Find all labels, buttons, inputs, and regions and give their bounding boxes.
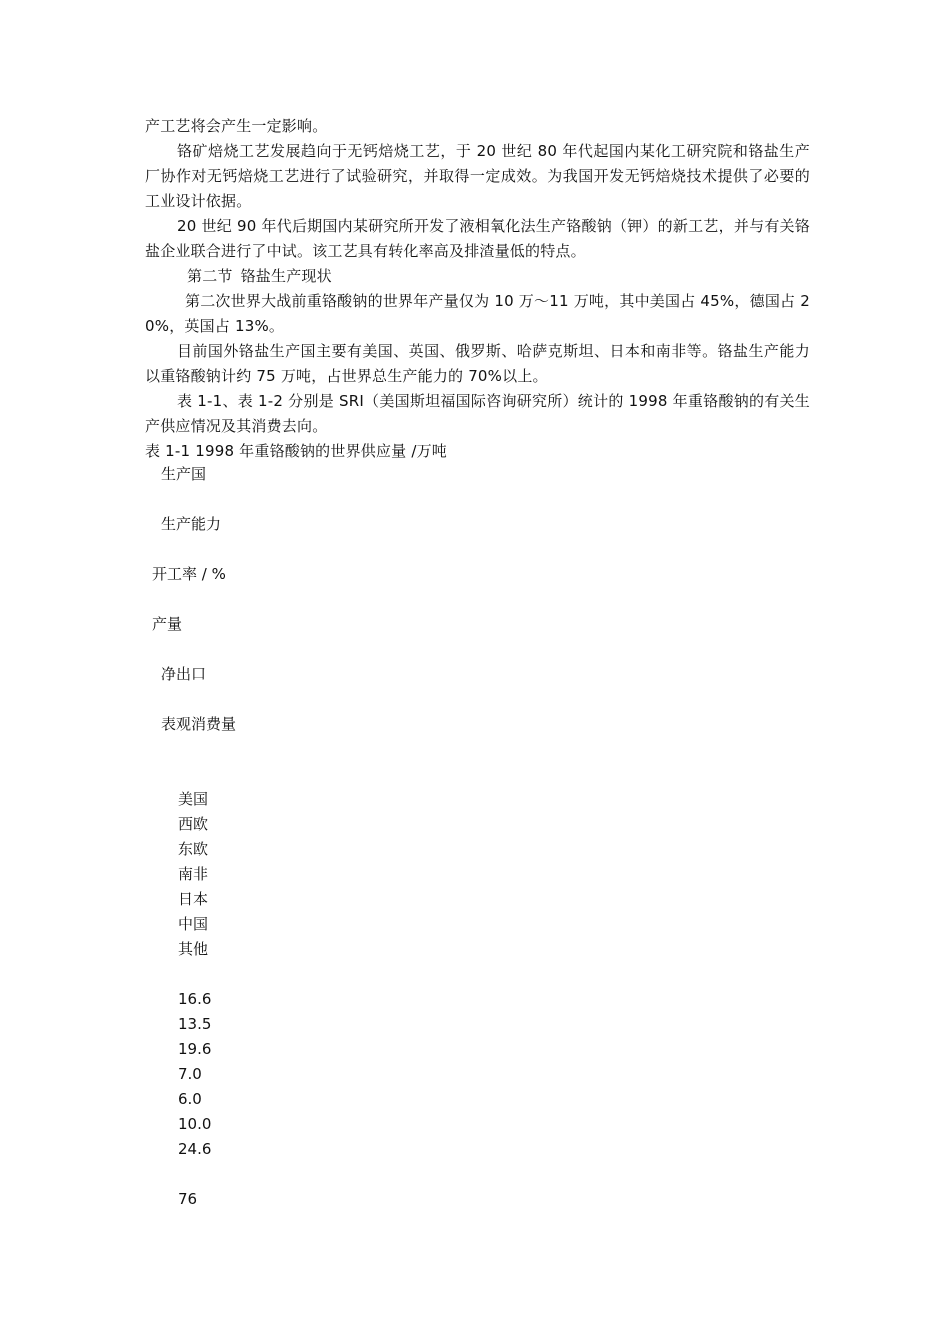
paragraph-table-intro: 表 1-1、表 1-2 分别是 SRI（美国斯坦福国际咨询研究所）统计的 1998 年重铬酸钠的有关生产供应情况及其消费去向。 xyxy=(145,392,810,435)
table-column-utilization xyxy=(178,1187,197,1212)
paragraph-prewar-output: 第二次世界大战前重铬酸钠的世界年产量仅为 10 万～11 万吨，其中美国占 45%，德国占 20%，英国占 13%。 xyxy=(145,292,810,335)
table-cell-capacity: 7.0 xyxy=(178,1065,202,1083)
table-header-net-export: 净出口 xyxy=(161,665,207,683)
table-cell-capacity: 10.0 xyxy=(178,1115,212,1133)
table-cell-country: 中国 xyxy=(178,915,209,933)
table-cell-country: 日本 xyxy=(178,890,209,908)
paragraph-continuation: 产工艺将会产生一定影响。 xyxy=(145,117,328,135)
table-cell-country: 东欧 xyxy=(178,840,209,858)
table-column-countries xyxy=(178,787,208,962)
section-number: 第二节 xyxy=(187,267,233,285)
document-body xyxy=(145,114,810,464)
paragraph-producers: 目前国外铬盐生产国主要有美国、英国、俄罗斯、哈萨克斯坦、日本和南非等。铬盐生产能力以重铬酸钠计约 75 万吨，占世界总生产能力的 70%以上。 xyxy=(145,342,810,385)
section-heading xyxy=(145,264,810,289)
table-cell-capacity: 24.6 xyxy=(178,1140,212,1158)
table-cell-capacity: 19.6 xyxy=(178,1040,212,1058)
table-header-country: 生产国 xyxy=(161,465,207,483)
table-cell-capacity: 13.5 xyxy=(178,1015,212,1033)
table-header-capacity: 生产能力 xyxy=(161,515,222,533)
table-header-output: 产量 xyxy=(152,615,183,633)
section-title: 铬盐生产现状 xyxy=(240,267,332,285)
table-caption: 表 1-1 1998 年重铬酸钠的世界供应量 /万吨 xyxy=(145,442,448,460)
table-cell-utilization: 76 xyxy=(178,1190,198,1208)
table-header-utilization: 开工率 / % xyxy=(152,565,226,583)
table-cell-country: 美国 xyxy=(178,790,209,808)
table-column-capacity xyxy=(178,987,211,1162)
table-cell-country: 西欧 xyxy=(178,815,209,833)
table-cell-capacity: 6.0 xyxy=(178,1090,202,1108)
table-cell-country: 南非 xyxy=(178,865,209,883)
table-cell-capacity: 16.6 xyxy=(178,990,212,1008)
table-cell-country: 其他 xyxy=(178,940,209,958)
paragraph-liquid-oxidation: 20 世纪 90 年代后期国内某研究所开发了液相氧化法生产铬酸钠（钾）的新工艺，并与有关铬盐企业联合进行了中试。该工艺具有转化率高及排渣量低的特点。 xyxy=(145,217,810,260)
table-header-consumption: 表观消费量 xyxy=(161,715,237,733)
paragraph-roasting: 铬矿焙烧工艺发展趋向于无钙焙烧工艺，于 20 世纪 80 年代起国内某化工研究院和铬盐生产厂协作对无钙焙烧工艺进行了试验研究，并取得一定成效。为我国开发无钙焙烧技术提供了必要的工业设计依据。 xyxy=(145,142,810,210)
